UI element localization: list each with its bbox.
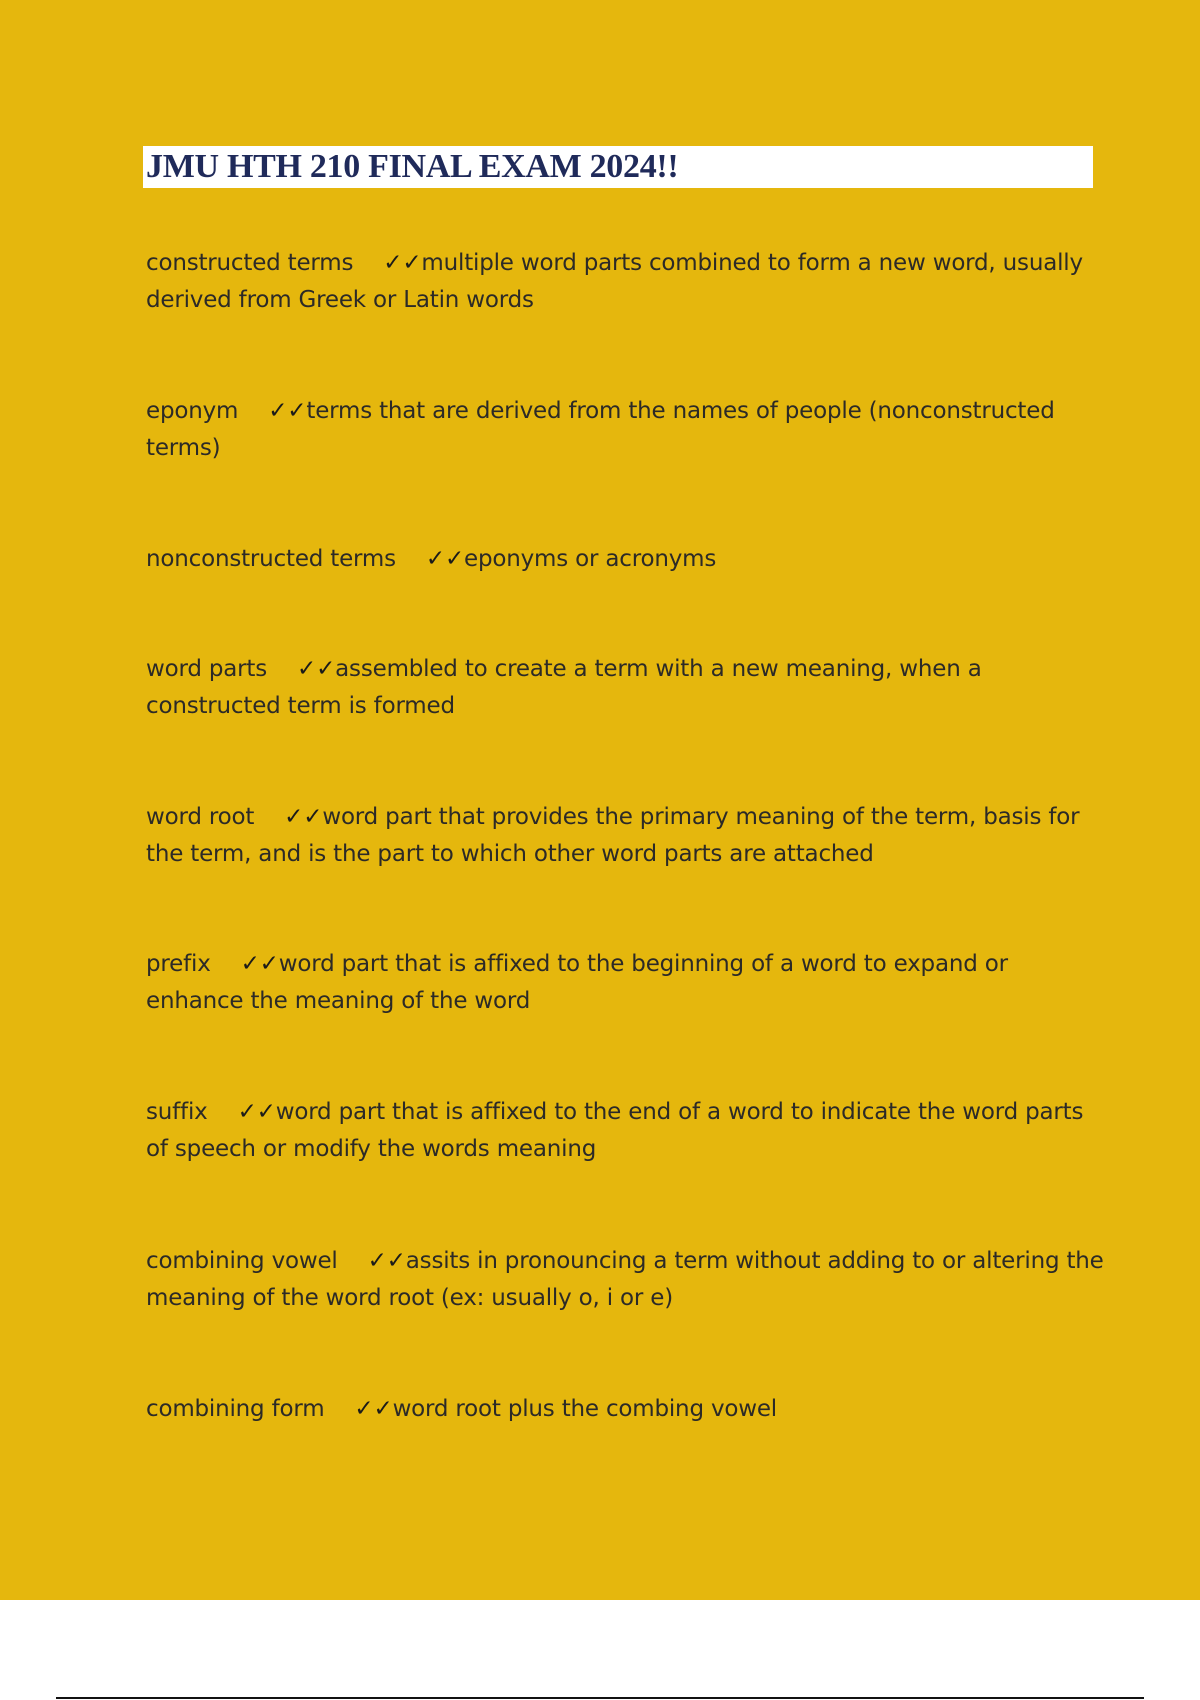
glossary-entry-combining-vowel	[146, 1243, 1106, 1317]
glossary-entry-constructed-terms	[146, 245, 1106, 319]
double-check-icon: ✓✓	[284, 804, 323, 830]
entry-definition: eponyms or acronyms	[464, 546, 717, 572]
entry-definition: word part that is affixed to the end of a word to indicate the word parts of speech or modify the words meaning	[146, 1099, 1084, 1162]
entry-term: prefix	[146, 951, 211, 977]
glossary-entry-combining-form	[146, 1391, 1106, 1428]
double-check-icon: ✓✓	[354, 1396, 393, 1422]
glossary-entry-nonconstructed-terms	[146, 541, 1106, 578]
title-banner	[143, 146, 1093, 188]
double-check-icon: ✓✓	[268, 398, 307, 424]
entry-definition: word part that is affixed to the beginning of a word to expand or enhance the meaning of the word	[146, 951, 1008, 1014]
entry-term: constructed terms	[146, 250, 354, 276]
double-check-icon: ✓✓	[367, 1248, 406, 1274]
entry-definition: word root plus the combing vowel	[392, 1396, 777, 1422]
entry-definition: assits in pronouncing a term without adding to or altering the meaning of the word root (ex: usually o, i or e)	[146, 1248, 1104, 1311]
footer-divider	[56, 1697, 1144, 1699]
glossary-entry-suffix	[146, 1094, 1106, 1168]
entry-definition: terms that are derived from the names of people (nonconstructed terms)	[146, 398, 1055, 461]
entry-definition: word part that provides the primary meaning of the term, basis for the term, and is the part to which other word parts are attached	[146, 804, 1080, 867]
double-check-icon: ✓✓	[240, 951, 279, 977]
double-check-icon: ✓✓	[383, 250, 422, 276]
double-check-icon: ✓✓	[425, 546, 465, 572]
glossary-entry-prefix	[146, 946, 1106, 1020]
glossary-entry-eponym	[146, 393, 1106, 467]
entry-term: suffix	[146, 1099, 208, 1125]
double-check-icon: ✓✓	[297, 656, 336, 682]
glossary-entry-word-root	[146, 799, 1106, 873]
document-title: JMU HTH 210 FINAL EXAM 2024!!	[146, 148, 679, 185]
entry-definition: assembled to create a term with a new meaning, when a constructed term is formed	[146, 656, 982, 719]
entry-term: nonconstructed terms	[146, 546, 396, 572]
entry-definition: multiple word parts combined to form a new word, usually derived from Greek or Latin words	[146, 250, 1083, 313]
double-check-icon: ✓✓	[237, 1099, 276, 1125]
glossary-entry-word-parts	[146, 651, 1106, 725]
entry-term: word root	[146, 804, 255, 830]
entry-term: word parts	[146, 656, 267, 682]
entry-term: combining vowel	[146, 1248, 338, 1274]
entry-term: eponym	[146, 398, 239, 424]
entry-term: combining form	[146, 1396, 325, 1422]
